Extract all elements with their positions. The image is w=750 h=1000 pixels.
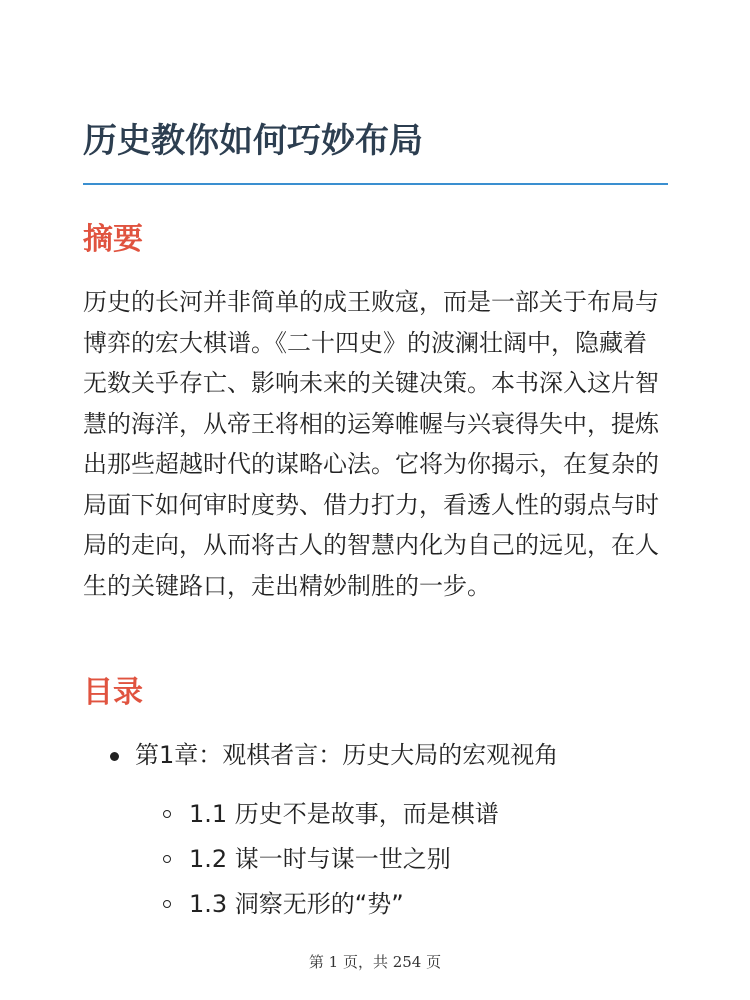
title-divider [83, 183, 668, 185]
toc-chapter-label: 第1章：观棋者言：历史大局的宏观视角 [135, 741, 559, 769]
summary-paragraph: 历史的长河并非简单的成王败寇，而是一部关于布局与博弈的宏大棋谱。《二十四史》的波澜壮阔中，隐藏着无数关乎存亡、影响未来的关键决策。本书深入这片智慧的海洋，从帝王将相的运筹帷幄与兴衰得失中，提炼出那些超越时代的谋略心法。它将为你揭示，在复杂的局面下如何审时度势、借力打力，看透人性的弱点与时局的走向，从而将古人的智慧内化为自己的远见，在人生的关键路口，走出精妙制胜的一步。 [83, 288, 659, 600]
toc-section-label: 1.1 历史不是故事，而是棋谱 [189, 800, 499, 828]
bullet-circle-icon [163, 810, 171, 818]
bullet-circle-icon [163, 855, 171, 863]
toc-section-label: 1.2 谋一时与谋一世之别 [189, 845, 451, 873]
document-title: 历史教你如何巧妙布局 [83, 121, 423, 161]
summary-heading: 摘要 [83, 222, 143, 257]
bullet-disc-icon [110, 752, 119, 761]
toc-heading: 目录 [83, 675, 143, 710]
bullet-circle-icon [163, 900, 171, 908]
toc-section-label: 1.3 洞察无形的“势” [189, 890, 404, 918]
page-footer: 第 1 页，共 254 页 [308, 953, 442, 971]
